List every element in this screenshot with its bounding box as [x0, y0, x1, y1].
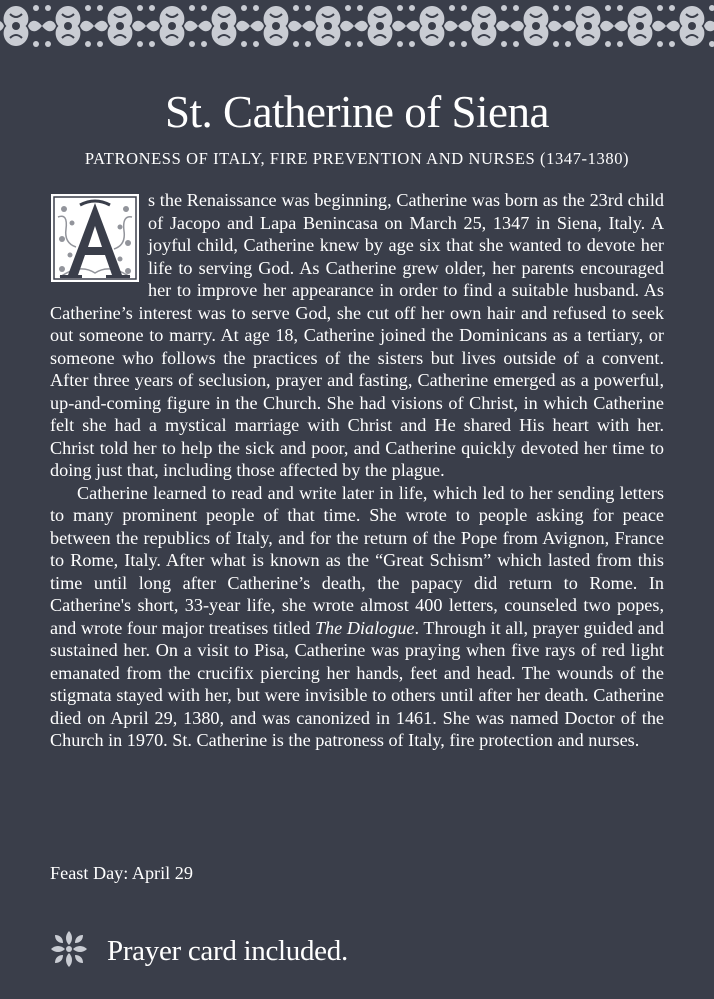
page-title: St. Catherine of Siena [165, 87, 549, 137]
paragraph-2-text-b: . Through it all, prayer guided and sustained her. On a visit to Pisa, Catherine was praying when five rays of red light emanated from the crucifix piercing her hands, feet and head. The wounds of the stigmata stayed with her, but were invisible to others until after her death. Catherine died on April 29, 1380, and was canonized in 1461. She was named Doctor of the Church in 1970. St. Catherine is the patroness of Italy, fire protection and nurses. [50, 617, 664, 750]
paragraph-2 [50, 482, 664, 752]
floral-border-icon [0, 0, 714, 52]
biography-text [50, 189, 664, 752]
paragraph-1 [50, 189, 664, 482]
prayer-card-note [49, 929, 348, 973]
prayer-card-text: Prayer card included. [107, 934, 348, 967]
page-subtitle: PATRONESS OF ITALY, FIRE PREVENTION AND NURSES (1347-1380) [84, 149, 630, 168]
paragraph-2-text-a: Catherine learned to read and write later in life, which led to her sending letters to many prominent people of that time. She wrote to people asking for peace between the republics of Italy, and for the return of the Pope from Avignon, France to Rome, Italy. After what is known as the “Great Schism” which lasted from this time until long after Catherine’s death, the papacy did return to Rome. In Catherine's short, 33-year life, she wrote almost 400 letters, counseled two popes, and wrote four major treatises titled [50, 482, 664, 638]
floral-cross-icon [49, 929, 89, 973]
treatise-title: The Dialogue [314, 617, 415, 638]
drop-cap-a-icon [50, 193, 140, 283]
feast-day: Feast Day: April 29 [50, 863, 193, 883]
paragraph-1-text: s the Renaissance was beginning, Catherine was born as the 23rd child of Jacopo and Lapa Benincasa on March 25, 1347 in Siena, Italy. A joyful child, Catherine knew by age six that she wanted to devote her life to serving God. As Catherine grew older, her parents encouraged her to improve her appearance in order to find a suitable husband. As Catherine’s interest was to serve God, she cut off her own hair and refused to seek out someone to marry. At age 18, Catherine joined the Dominicans as a tertiary, or someone who follows the practices of the sisters but lives outside of a convent. After three years of seclusion, prayer and fasting, Catherine emerged as a powerful, up-and-coming figure in the Church. She had visions of Christ, in which Catherine felt she had a mystical marriage with Christ and He shared His heart with her. Christ told her to help the sick and poor, and Catherine quickly devoted her time to doing just that, including those affected by the plague. [50, 190, 664, 480]
